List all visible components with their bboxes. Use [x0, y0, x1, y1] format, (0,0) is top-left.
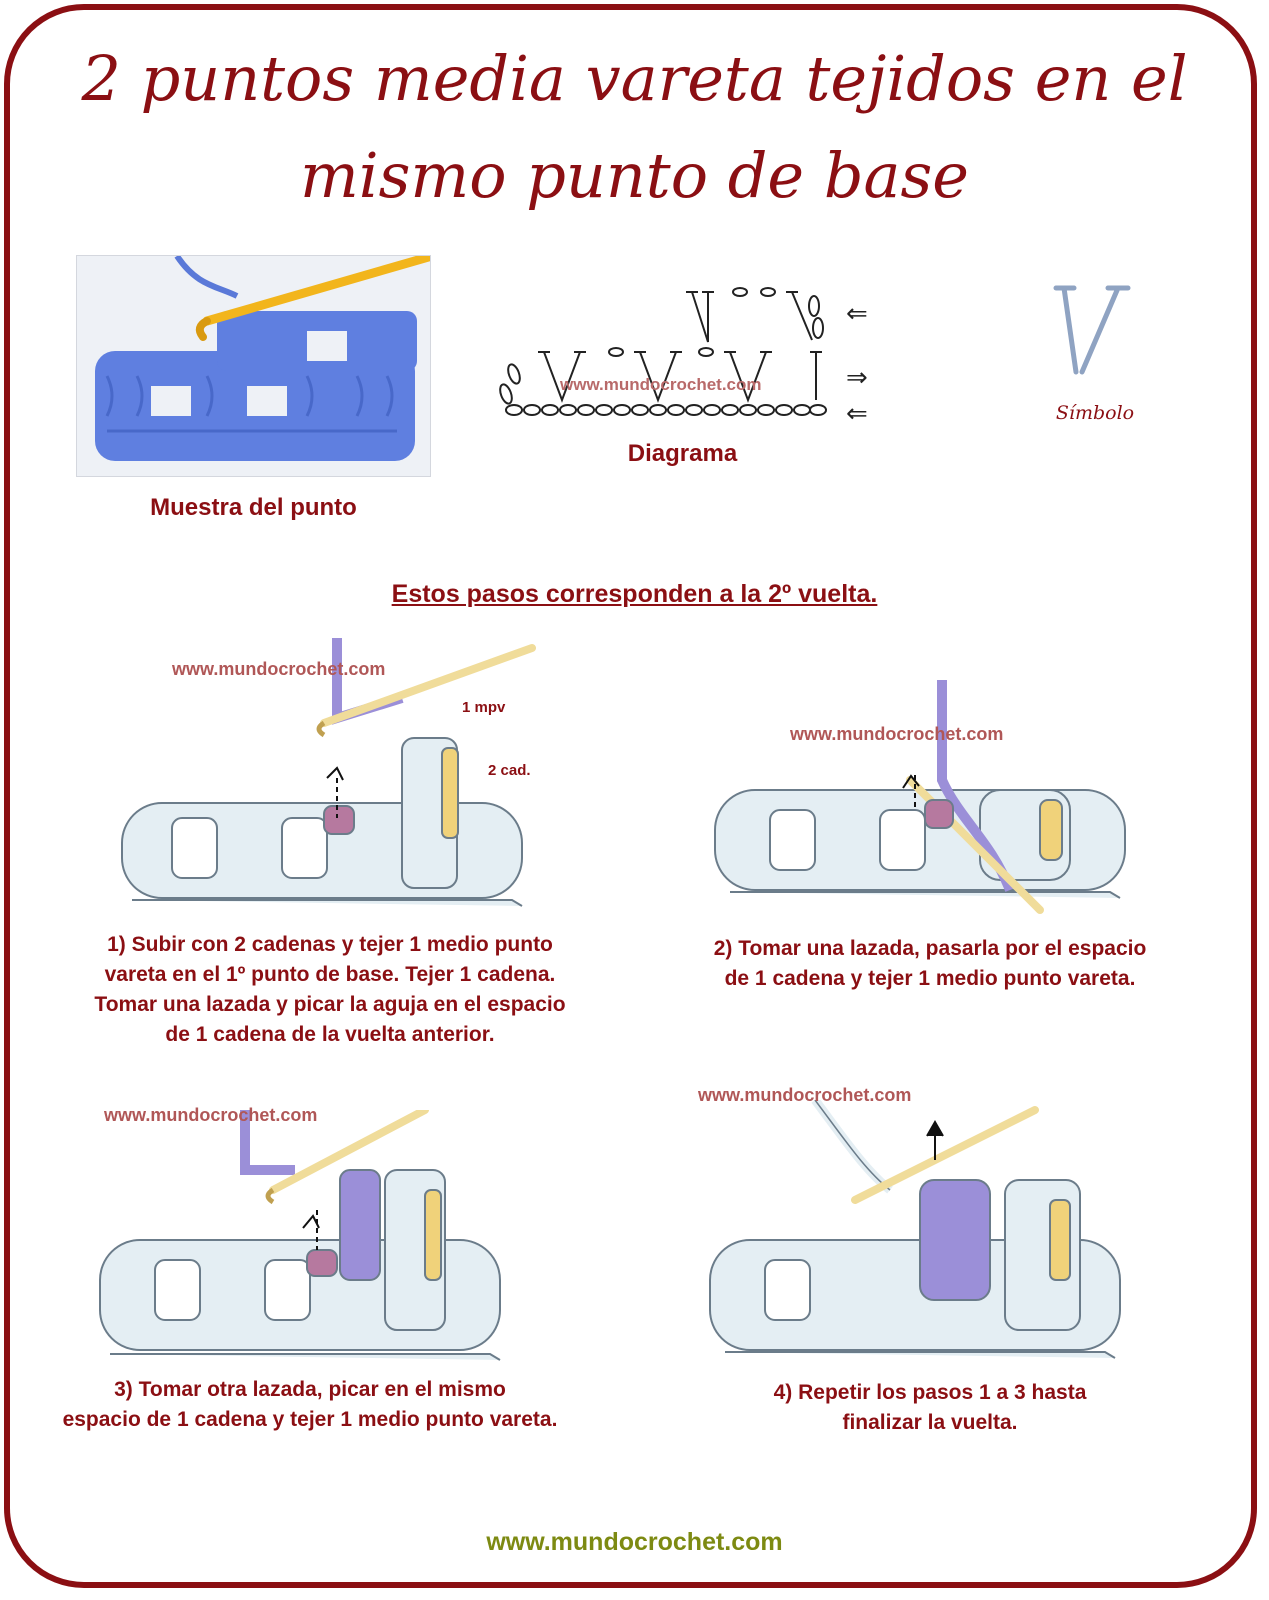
step-2-text: 2) Tomar una lazada, pasarla por el espacio de 1 cadena y tejer 1 medio punto vareta. — [713, 937, 1147, 990]
svg-text:⇐: ⇐ — [846, 399, 868, 429]
sample-caption: Muestra del punto — [150, 494, 357, 521]
step-4-watermark: www.mundocrochet.com — [698, 1085, 912, 1105]
section-heading: Estos pasos corresponden a la 2º vuelta. — [391, 580, 878, 608]
footer-url[interactable]: www.mundocrochet.com — [486, 1528, 783, 1556]
page-title-line-2: mismo punto de base — [299, 139, 969, 212]
step-1-text: 1) Subir con 2 cadenas y tejer 1 medio punto vareta en el 1º punto de base. Tejer 1 cadena. Tomar una lazada y picar la aguja en el espacio de 1 cadena de la vuelta anterior. — [94, 933, 566, 1046]
stitch-symbol — [1052, 282, 1132, 382]
diagram-watermark: www.mundocrochet.com — [560, 375, 762, 394]
step-3-illustration — [95, 1110, 525, 1370]
symbol-caption: Símbolo — [1055, 402, 1135, 424]
step-2-watermark: www.mundocrochet.com — [790, 724, 1004, 744]
stitch-diagram — [496, 282, 906, 434]
step-3-text: 3) Tomar otra lazada, picar en el mismo espacio de 1 cadena y tejer 1 medio punto vareta. — [62, 1378, 558, 1431]
step-3-watermark: www.mundocrochet.com — [104, 1105, 318, 1125]
page-title-line-1: 2 puntos media vareta tejidos en el — [81, 42, 1188, 115]
step-1-label-cad: 2 cad. — [488, 762, 531, 779]
step-1-label-mpv: 1 mpv — [462, 699, 506, 716]
svg-text:⇒: ⇒ — [846, 363, 868, 393]
diagram-caption: Diagrama — [627, 440, 738, 467]
step-2-illustration — [710, 680, 1140, 920]
step-4-text: 4) Repetir los pasos 1 a 3 hasta finalizar la vuelta. — [773, 1381, 1087, 1434]
stitch-sample-illustration — [77, 256, 431, 477]
foundation-chain — [506, 405, 826, 415]
step-1-watermark: www.mundocrochet.com — [172, 659, 386, 679]
step-4-illustration — [705, 1100, 1135, 1370]
svg-text:⇐: ⇐ — [846, 299, 868, 329]
stitch-sample-photo — [76, 255, 431, 477]
step-1-illustration — [112, 638, 542, 918]
